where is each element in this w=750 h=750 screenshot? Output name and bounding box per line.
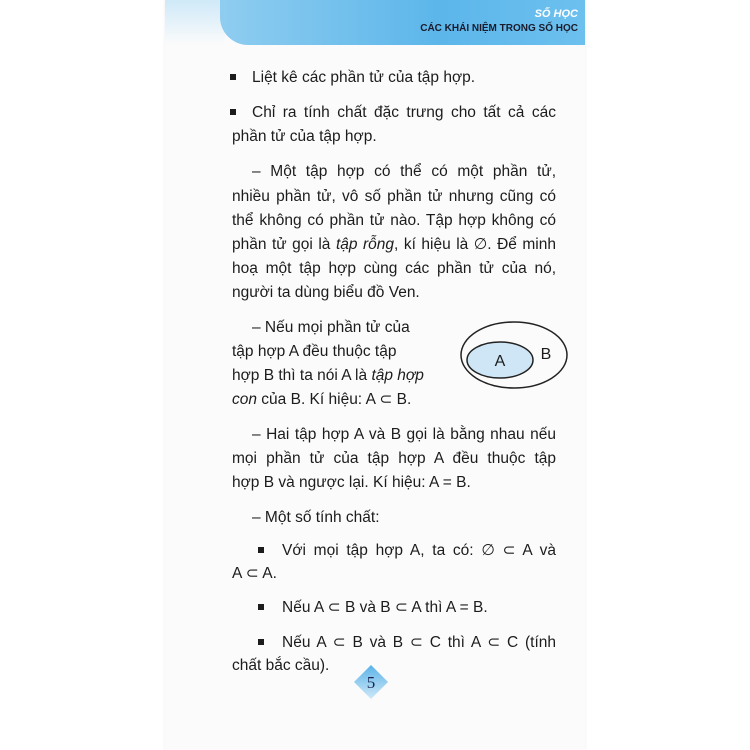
bullet-icon [258, 639, 264, 645]
text-line: phần tử của tập hợp. [232, 128, 377, 145]
bullet-icon [230, 109, 236, 115]
italic-term: tập rỗng [335, 236, 395, 253]
text-line: – Một số tính chất: [252, 509, 380, 526]
text-line: Nếu A ⊂ B và B ⊂ C thì A ⊂ C (tính [282, 634, 556, 651]
text-line: người ta dùng biểu đồ Ven. [232, 284, 420, 301]
text-line [232, 235, 556, 255]
section-title: SỐ HỌC [534, 8, 578, 20]
venn-diagram [456, 318, 576, 394]
header-fade [165, 0, 225, 45]
text: hợp B thì ta nói A là [232, 367, 372, 384]
text-line: Chỉ ra tính chất đặc trưng cho tất cả các [252, 104, 556, 121]
text-line [232, 390, 411, 410]
bullet-icon [258, 604, 264, 610]
venn-label-a: A [494, 353, 506, 370]
text-line [232, 366, 424, 386]
text-line: chất bắc cầu). [232, 657, 330, 674]
italic-term: tập hợp [371, 367, 424, 384]
text-line: Liệt kê các phần tử của tập hợp. [252, 69, 476, 86]
page-number-badge [353, 664, 389, 700]
text-line: – Nếu mọi phần tử của [252, 319, 410, 336]
bullet-icon [230, 74, 236, 80]
text-line: thể không có phần tử nào. Tập hợp không có [232, 212, 556, 229]
text-line: nhiều phần tử, vô số phần tử nhưng cũng có [232, 188, 556, 205]
text-line: – Hai tập hợp A và B gọi là bằng nhau nếu [252, 426, 556, 443]
page-number: 5 [366, 673, 376, 692]
text-line: hoạ một tập hợp cùng các phần tử của nó, [232, 260, 556, 277]
text-line: hợp B và ngược lại. Kí hiệu: A = B. [232, 474, 471, 491]
text-line: Với mọi tập hợp A, ta có: ∅ ⊂ A và [282, 542, 556, 559]
venn-label-b: B [540, 346, 552, 363]
text: , kí hiệu là ∅. Để minh [394, 236, 556, 253]
italic-term: con [232, 391, 257, 408]
text-line: Nếu A ⊂ B và B ⊂ A thì A = B. [282, 599, 488, 616]
text-line: tập hợp A đều thuộc tập [232, 343, 397, 360]
bullet-icon [258, 547, 264, 553]
chapter-title: CÁC KHÁI NIỆM TRONG SỐ HỌC [420, 23, 578, 34]
text: phần tử gọi là [232, 236, 336, 253]
text-line: mọi phần tử của tập hợp A đều thuộc tập [232, 450, 556, 467]
text-line: – Một tập hợp có thể có một phần tử, [252, 163, 556, 180]
text-line: A ⊂ A. [232, 565, 277, 582]
text: của B. Kí hiệu: A ⊂ B. [257, 391, 412, 408]
